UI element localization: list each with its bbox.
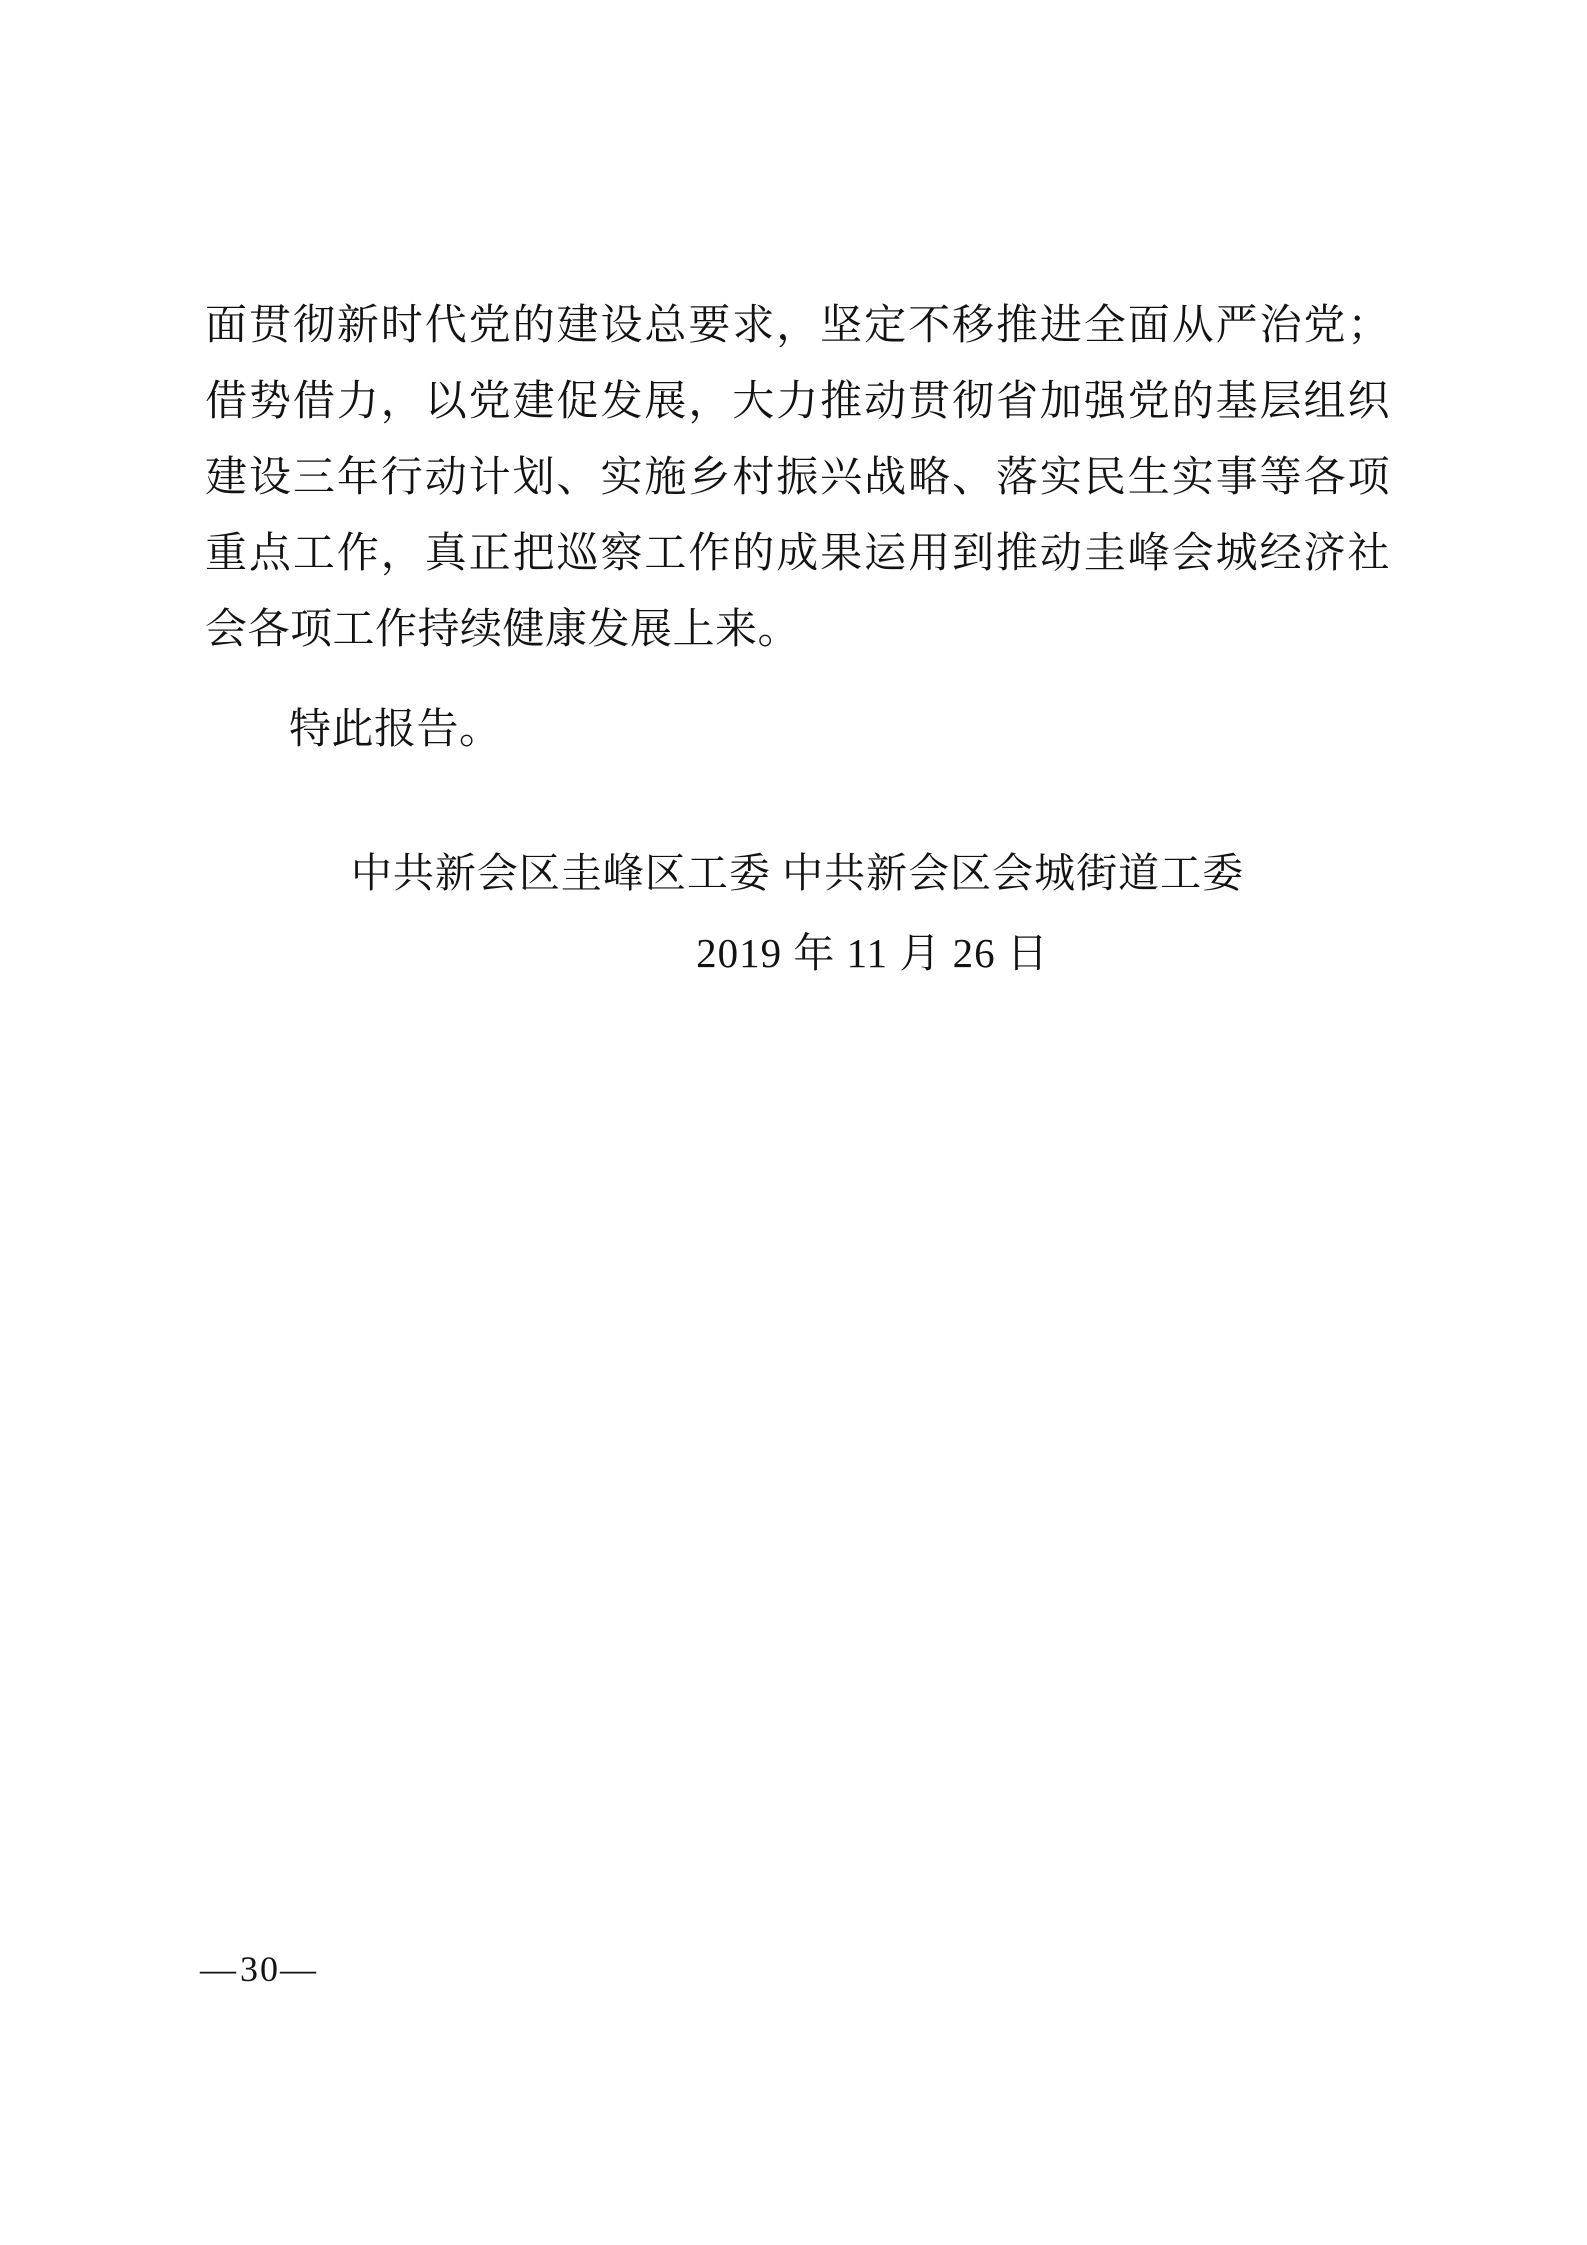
document-body (205, 288, 1390, 768)
footer-left-dash: — (200, 1949, 238, 1989)
page-footer (200, 1948, 520, 1990)
paragraph-closing: 特此报告。 (289, 707, 502, 753)
signature-organizations: 中共新会区圭峰区工委 中共新会区会城街道工委 (350, 850, 1245, 896)
signature-block (205, 838, 1390, 988)
signature-date: 2019 年 11 月 26 日 (696, 930, 1049, 976)
footer-page-number: 30 (240, 1949, 280, 1989)
paragraph-continued: 面贯彻新时代党的建设总要求，坚定不移推进全面从严治党；借势借力，以党建促发展，大力推动贯彻省加强党的基层组织建设三年行动计划、实施乡村振兴战略、落实民生实事等各项重点工作，真正把巡察工作的成果运用到推动圭峰会城经济社会各项工作持续健康发展上来。 (205, 303, 1390, 653)
footer-right-dash: — (280, 1949, 318, 1989)
